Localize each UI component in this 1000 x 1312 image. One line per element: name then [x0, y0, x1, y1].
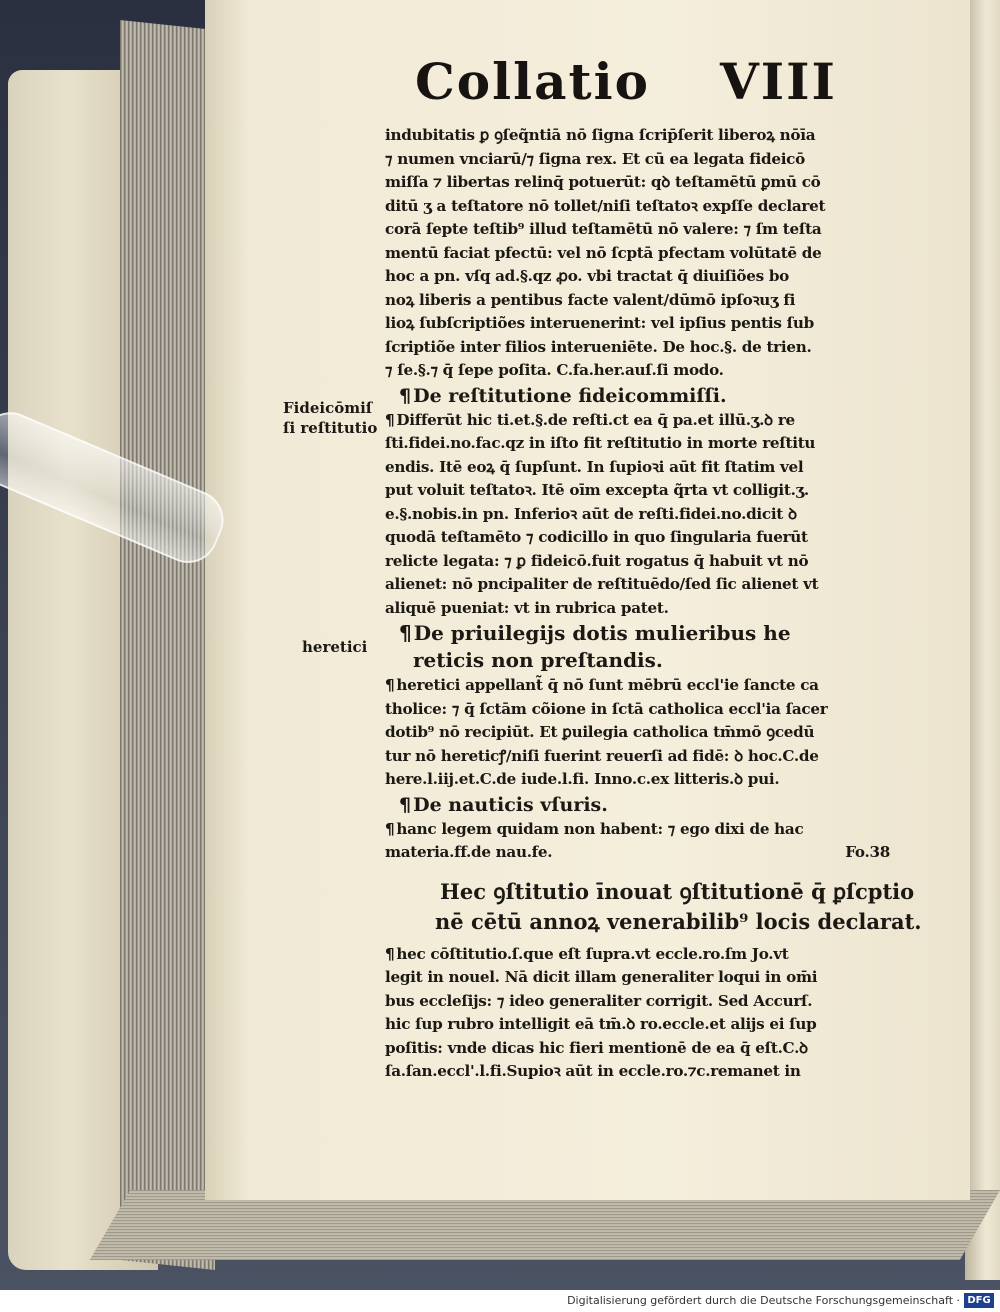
- page-edges: [120, 20, 215, 1270]
- header-number: VIII: [719, 52, 837, 111]
- paragraph: [385, 124, 890, 383]
- pilcrow-icon: ¶: [385, 410, 395, 429]
- text-line: mentū faciat pfectū: vel nō ſcptā pfectam volūtatē de: [385, 243, 822, 262]
- constitution-heading: Hec ꝯſtitutio īnouat ꝯſtitutionē q̄ ꝑſcptio: [440, 878, 915, 904]
- text-line: materia.ff.de nau.fe. Fo.38: [385, 841, 890, 865]
- text-line: tholice: ⁊ q̄ ſctām cõione in ſctā catholica eccl'ia ſacer: [385, 699, 828, 718]
- header-title: Collatio: [415, 52, 650, 111]
- text-line: ſcriptiõe inter filios interueniēte. De hoc.§. de trien.: [385, 337, 812, 356]
- text-line: ⁊ numen vnciarū/⁊ ſigna rex. Et cū ea legata fideicō: [385, 149, 805, 168]
- dfg-logo: DFG: [964, 1293, 994, 1308]
- text-line: hic ſup rubro intelligit eā tm̄.ꝺ ro.eccle.et alijs ei ſup: [385, 1015, 817, 1033]
- text-line: endis. Itē eoꝝ q̄ ſupſunt. In ſupioꝛi aūt fit ſtatim vel: [385, 457, 804, 476]
- margin-note-line: ſi reſtitutio: [283, 419, 378, 437]
- pilcrow-icon: ¶: [385, 676, 395, 694]
- section-rubric: ¶ De priuilegijs dotis mulieribus he: [399, 621, 791, 645]
- pilcrow-icon: ¶: [385, 819, 395, 838]
- page-bottom-edges: [90, 1190, 1000, 1260]
- text-line: put voluit teſtatoꝛ. Itē oīm excepta q̃rta vt colligit.ʒ.: [385, 481, 809, 499]
- margin-note-line: Fideicōmiſ: [283, 399, 373, 417]
- margin-note-heretici: heretici: [302, 638, 368, 656]
- footer-credit: Digitalisierung gefördert durch die Deutsche Forschungsgemeinschaft ·: [567, 1294, 960, 1307]
- text-line: hoc a pn. vſq ad.§.qz ꝓo. vbi tractat q̄ diuiſiões bo: [385, 267, 789, 285]
- pilcrow-icon: ¶: [385, 944, 395, 963]
- section-rubric-continuation: reticis non preſtandis.: [413, 648, 663, 672]
- paragraph: [385, 409, 890, 621]
- pilcrow-icon: ¶: [399, 384, 412, 407]
- text-line: poſitis: vnde dicas hic fieri mentionē de ea q̄ eſt.C.ꝺ: [385, 1038, 808, 1057]
- text-line: dotib⁹ nō recipiūt. Et ꝑuilegia catholica tm̄mō ꝯcedū: [385, 723, 815, 741]
- text-line: e.§.nobis.in pn. Inferioꝛ aūt de reſti.fidei.no.dicit ꝺ: [385, 504, 797, 523]
- text-line: noꝝ liberis a pentibus facte valent/dūmō ipſoꝛuʒ fi: [385, 290, 796, 309]
- pilcrow-icon: ¶: [399, 793, 412, 816]
- text-line: ¶ hanc legem quidam non habent: ⁊ ego dixi de hac: [385, 819, 804, 838]
- text-line: ⁊ ſe.§.⁊ q̄ ſepe poſita. C.fa.her.auſ.ſi modo.: [385, 361, 724, 379]
- text-line: legit in nouel. Nā dicit illam generaliter loqui in om̄i: [385, 968, 818, 986]
- text-line: here.l.iij.et.C.de iude.l.fi. Inno.c.ex litteris.ꝺ pui.: [385, 770, 780, 788]
- section-rubric: ¶ De reſtitutione fideicommiſſi.: [399, 384, 727, 407]
- folio-reference: Fo.38: [845, 843, 890, 861]
- main-text: [385, 124, 922, 1084]
- section-rubric: ¶ De nauticis vſuris.: [399, 793, 608, 816]
- pilcrow-icon: ¶: [399, 621, 412, 645]
- paragraph: [385, 943, 890, 1084]
- footer-bar: [0, 1290, 1000, 1312]
- page-header: [415, 52, 837, 111]
- paragraph: [385, 674, 890, 792]
- text-line: relicte legata: ⁊ ꝑ fideicō.fuit rogatus q̄ habuit vt nō: [385, 551, 809, 570]
- margin-note-fideicommissi: [283, 398, 377, 438]
- paragraph: [385, 818, 890, 865]
- text-line: tur nō hereticꝭ/niſi fuerint reuerſi ad fidē: ꝺ hoc.C.de: [385, 746, 819, 765]
- text-line: bus eccleſijs: ⁊ ideo generaliter corrigit. Sed Accurſ.: [385, 991, 813, 1010]
- text-line: ¶ hec cōſtitutio.ſ.que eſt ſupra.vt eccle.ro.ſm Jo.vt: [385, 944, 789, 963]
- text-line: lioꝝ ſubſcriptiões interuenerint: vel ipſius pentis ſub: [385, 314, 814, 332]
- text-line: quodā teſtamēto ⁊ codicillo in quo ſingularia fuerūt: [385, 528, 808, 546]
- text-line: ¶ Differūt hic ti.et.§.de reſti.ct ea q̄ pa.et illū.ʒ.ꝺ re: [385, 410, 795, 429]
- text-line: corā ſepte teſtib⁹ illud teſtamētū nō valere: ⁊ ſm teſta: [385, 220, 822, 238]
- text-line: ¶ heretici appellant̃ q̄ nō ſunt mēbrū eccl'ie ſancte ca: [385, 676, 819, 694]
- constitution-heading: nē cētū annoꝝ venerabilib⁹ locis declarat.: [435, 908, 922, 934]
- text-line: aliquē pueniat: vt in rubrica patet.: [385, 598, 669, 617]
- text-line: miſſa ⁊ libertas relinq̄ potuerūt: qꝺ teſtamētū ꝑmū cō: [385, 173, 821, 191]
- text-line: ſa.ſan.eccl'.l.fi.Supioꝛ aūt in eccle.ro.⁊c.remanet in: [385, 1062, 801, 1080]
- text-line: ſti.fidei.no.fac.qz in iſto fit reſtitutio in morte reſtitu: [385, 434, 816, 452]
- text-line: ditū ʒ a teſtatore nō tollet/niſi teſtatoꝛ expſſe declaret: [385, 196, 826, 215]
- facing-page: [965, 0, 1000, 1280]
- text-line: indubitatis ꝑ ꝯſeq̃ntiā nō ſigna ſcrip̄ſerit liberoꝝ nōīa: [385, 126, 816, 144]
- text-line: alienet: nō pncipaliter de reſtituēdo/ſed ſic alienet vt: [385, 575, 819, 593]
